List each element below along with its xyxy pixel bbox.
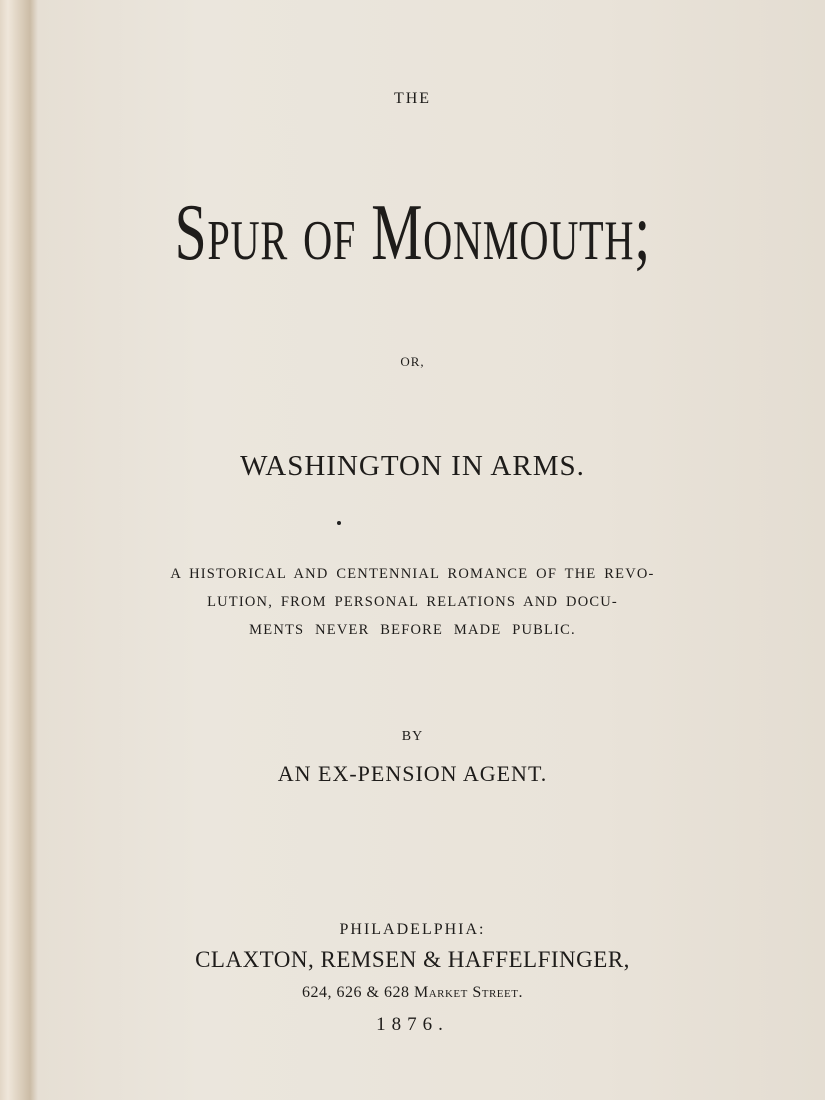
author: AN EX-PENSION AGENT.: [277, 761, 548, 786]
description-line: LUTION, FROM PERSONAL RELATIONS AND DOCU-: [207, 594, 618, 610]
book-title-text: Spur of Monmouth;: [174, 189, 651, 277]
description-line: MENTS NEVER BEFORE MADE PUBLIC.: [249, 622, 576, 638]
book-title: [0, 188, 825, 279]
imprint-address: 624, 626 & 628 Market Street.: [302, 984, 523, 1001]
imprint-publisher: CLAXTON, REMSEN & HAFFELFINGER,: [195, 947, 630, 972]
imprint-year: 1876.: [376, 1014, 449, 1035]
book-subtitle: WASHINGTON IN ARMS.: [240, 450, 585, 482]
imprint-city: PHILADELPHIA:: [339, 921, 486, 938]
ornament-dot: [337, 521, 341, 525]
title-conjunction: OR,: [400, 354, 425, 369]
by-label: BY: [401, 729, 424, 744]
description-line: A HISTORICAL AND CENTENNIAL ROMANCE OF THE REVO-: [170, 566, 655, 582]
title-article: THE: [393, 90, 432, 107]
